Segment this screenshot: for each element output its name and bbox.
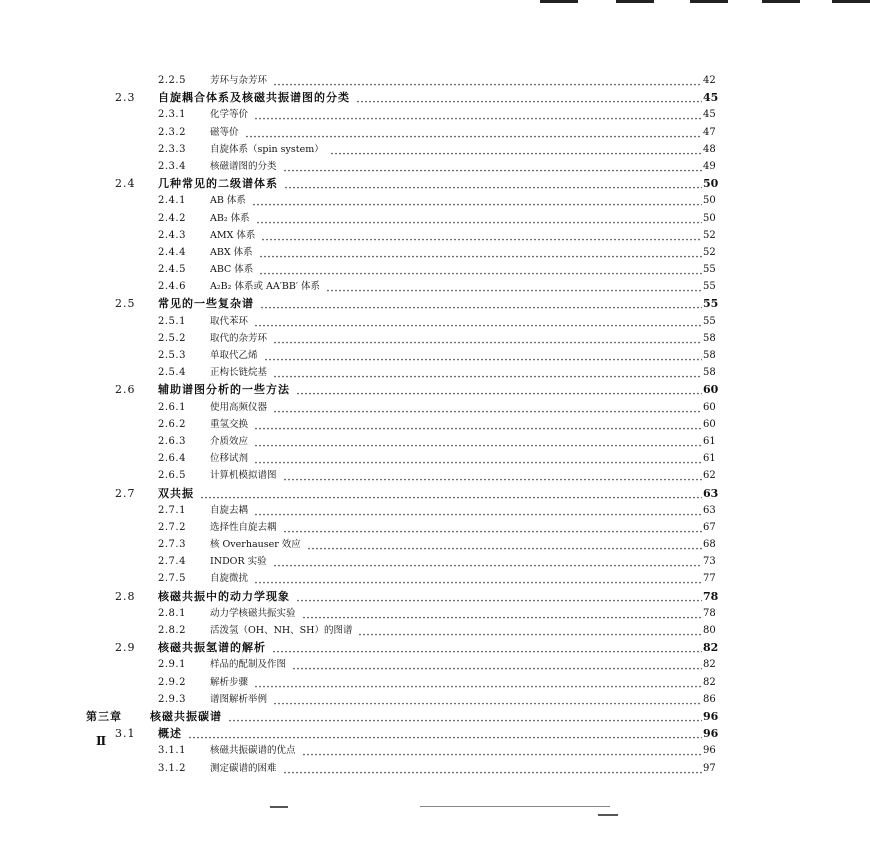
toc-entry-number: 2.5.1	[158, 315, 186, 327]
toc-entry-number: 2.8.2	[158, 625, 186, 636]
toc-subsection-entry	[0, 519, 870, 536]
toc-entry-number: 2.7.2	[158, 521, 186, 533]
toc-dot-leader	[358, 622, 702, 639]
toc-subsection-entry	[0, 347, 870, 364]
toc-dot-leader	[283, 158, 702, 175]
toc-entry-number: 2.6.5	[158, 470, 186, 482]
toc-subsection-entry	[0, 674, 870, 691]
toc-entry-title: 测定碳谱的困难	[210, 762, 277, 774]
toc-entry-title: 化学等价	[210, 109, 249, 121]
toc-entry-title: 自旋耦合体系及核磁共振谱图的分类	[158, 91, 350, 105]
toc-entry-title: 几种常见的二级谱体系	[158, 177, 278, 191]
toc-dot-leader	[254, 416, 702, 433]
toc-dot-leader	[273, 330, 702, 347]
toc-entry-page: 55	[703, 264, 716, 276]
toc-entry-page: 42	[703, 75, 716, 86]
toc-subsection-entry	[0, 450, 870, 467]
toc-dot-leader	[264, 347, 702, 364]
toc-entry-title: 辅助谱图分析的一些方法	[158, 383, 290, 397]
toc-entry-title: 动力学核磁共振实验	[210, 607, 296, 619]
toc-subsection-entry	[0, 330, 870, 347]
toc-entry-page: 63	[703, 504, 716, 516]
toc-entry-number: 2.2.5	[158, 75, 186, 86]
toc-entry-page: 45	[703, 91, 719, 105]
toc-entry-page: 96	[703, 745, 716, 757]
toc-subsection-entry	[0, 622, 870, 639]
toc-entry-number: 2.3.4	[158, 160, 186, 172]
toc-entry-page: 73	[703, 556, 716, 568]
toc-entry-title: AB 体系	[210, 195, 246, 207]
toc-entry-number: 2.4.3	[158, 229, 186, 241]
toc-entry-number: 2.6	[115, 383, 136, 397]
toc-entry-title: 活泼氢（OH、NH、SH）的图谱	[210, 625, 353, 636]
toc-entry-page: 67	[703, 521, 716, 533]
toc-entry-number: 第三章	[86, 709, 122, 723]
toc-entry-page: 96	[703, 727, 719, 741]
scan-mark	[420, 806, 610, 807]
scan-mark	[598, 814, 618, 816]
toc-entry-page: 60	[703, 401, 716, 413]
toc-subsection-entry	[0, 502, 870, 519]
toc-entry-page: 77	[703, 573, 716, 585]
toc-subsection-entry	[0, 210, 870, 227]
toc-section-entry	[0, 588, 870, 605]
toc-dot-leader	[296, 588, 702, 605]
toc-entry-number: 2.7.3	[158, 539, 186, 551]
toc-section-entry	[0, 485, 870, 502]
toc-entry-page: 63	[703, 486, 719, 500]
toc-section-entry	[0, 175, 870, 192]
toc-entry-page: 50	[703, 212, 716, 224]
toc-entry-title: 核磁谱图的分类	[210, 160, 277, 172]
toc-subsection-entry	[0, 124, 870, 141]
toc-entry-title: 芳环与杂芳环	[210, 75, 268, 86]
toc-subsection-entry	[0, 416, 870, 433]
toc-entry-title: 解析步骤	[210, 676, 249, 688]
toc-entry-page: 61	[703, 453, 716, 465]
toc-entry-number: 2.4.4	[158, 246, 186, 258]
toc-section-entry	[0, 725, 870, 742]
toc-dot-leader	[254, 674, 702, 691]
toc-entry-number: 2.6.4	[158, 453, 186, 465]
toc-entry-number: 2.4	[115, 177, 136, 191]
toc-subsection-entry	[0, 399, 870, 416]
toc-dot-leader	[326, 278, 702, 295]
toc-entry-number: 2.4.5	[158, 264, 186, 276]
toc-dot-leader	[259, 244, 702, 261]
toc-entry-number: 2.5.2	[158, 332, 186, 344]
toc-dot-leader	[188, 725, 702, 742]
toc-entry-number: 3.1.2	[158, 762, 186, 774]
scan-mark	[762, 0, 800, 3]
toc-chapter-entry	[0, 708, 870, 725]
toc-entry-title: 核 Overhauser 效应	[210, 539, 301, 551]
toc-subsection-entry	[0, 227, 870, 244]
toc-entry-number: 2.9.3	[158, 693, 186, 705]
toc-entry-page: 82	[703, 676, 716, 688]
toc-dot-leader	[254, 570, 702, 587]
toc-entry-title: 样品的配制及作图	[210, 659, 287, 671]
toc-entry-number: 2.7.1	[158, 504, 186, 516]
toc-section-entry	[0, 639, 870, 656]
toc-entry-title: AMX 体系	[210, 229, 256, 241]
toc-subsection-entry	[0, 536, 870, 553]
table-of-contents	[0, 72, 870, 777]
toc-subsection-entry	[0, 570, 870, 587]
toc-subsection-entry	[0, 106, 870, 123]
toc-dot-leader	[302, 605, 702, 622]
toc-dot-leader	[254, 433, 702, 450]
toc-entry-number: 2.4.2	[158, 212, 186, 224]
toc-dot-leader	[356, 89, 702, 106]
toc-entry-page: 49	[703, 160, 716, 172]
toc-entry-page: 58	[703, 332, 716, 344]
toc-entry-number: 2.4.1	[158, 195, 186, 207]
toc-entry-number: 2.5.3	[158, 350, 186, 361]
toc-dot-leader	[254, 502, 702, 519]
toc-entry-page: 55	[703, 297, 719, 311]
toc-entry-title: 磁等价	[210, 126, 239, 138]
toc-entry-title: 正构长链烷基	[210, 367, 268, 379]
toc-dot-leader	[292, 656, 702, 673]
toc-entry-page: 62	[703, 470, 716, 482]
toc-entry-page: 68	[703, 539, 716, 551]
toc-entry-title: 概述	[158, 727, 182, 741]
toc-dot-leader	[256, 210, 702, 227]
toc-subsection-entry	[0, 192, 870, 209]
toc-entry-page: 52	[703, 229, 716, 241]
toc-entry-number: 2.4.6	[158, 281, 186, 293]
toc-entry-title: 核磁共振碳谱	[150, 709, 222, 723]
toc-entry-title: 核磁共振中的动力学现象	[158, 589, 290, 603]
toc-entry-title: 常见的一些复杂谱	[158, 297, 254, 311]
toc-entry-page: 58	[703, 367, 716, 379]
toc-entry-title: AB₂ 体系	[210, 212, 250, 224]
toc-subsection-entry	[0, 553, 870, 570]
toc-entry-page: 78	[703, 589, 719, 603]
toc-dot-leader	[259, 261, 702, 278]
toc-entry-title: ABC 体系	[210, 264, 254, 276]
toc-dot-leader	[254, 313, 702, 330]
toc-entry-page: 97	[703, 762, 716, 774]
toc-entry-page: 50	[703, 177, 719, 191]
toc-entry-number: 2.6.3	[158, 435, 186, 447]
toc-entry-title: A₂B₂ 体系或 AA′BB′ 体系	[210, 281, 321, 293]
toc-entry-title: 核磁共振碳谱的优点	[210, 745, 296, 757]
toc-dot-leader	[296, 381, 702, 398]
toc-entry-page: 82	[703, 659, 716, 671]
toc-entry-number: 2.8.1	[158, 607, 186, 619]
toc-dot-leader	[302, 742, 702, 759]
toc-entry-number: 3.1	[115, 727, 136, 741]
toc-entry-title: 位移试剂	[210, 453, 249, 465]
toc-dot-leader	[283, 519, 702, 536]
toc-section-entry	[0, 89, 870, 106]
toc-section-entry	[0, 295, 870, 312]
toc-entry-number: 2.6.2	[158, 418, 186, 430]
toc-entry-page: 96	[703, 709, 719, 723]
toc-entry-number: 2.6.1	[158, 401, 186, 413]
toc-dot-leader	[283, 467, 702, 484]
toc-dot-leader	[245, 124, 702, 141]
toc-entry-number: 2.9.2	[158, 676, 186, 688]
scan-mark	[832, 0, 870, 3]
toc-entry-number: 2.5	[115, 297, 136, 311]
scan-mark	[540, 0, 578, 3]
toc-dot-leader	[307, 536, 702, 553]
toc-entry-page: 45	[703, 109, 716, 121]
toc-dot-leader	[254, 106, 702, 123]
toc-entry-title: 谱图解析举例	[210, 693, 268, 705]
toc-entry-title: 自旋去耦	[210, 504, 249, 516]
toc-dot-leader	[273, 72, 702, 89]
toc-dot-leader	[284, 175, 702, 192]
toc-entry-page: 58	[703, 350, 716, 361]
toc-entry-page: 55	[703, 281, 716, 293]
toc-dot-leader	[252, 192, 702, 209]
toc-dot-leader	[261, 227, 702, 244]
toc-subsection-entry	[0, 605, 870, 622]
toc-entry-title: 计算机模拟谱图	[210, 470, 277, 482]
toc-entry-title: 单取代乙烯	[210, 350, 258, 361]
toc-entry-title: ABX 体系	[210, 246, 253, 258]
toc-entry-title: 自旋体系（spin system）	[210, 143, 324, 155]
toc-subsection-entry	[0, 760, 870, 777]
toc-dot-leader	[283, 760, 702, 777]
toc-subsection-entry	[0, 72, 870, 89]
toc-entry-page: 82	[703, 641, 719, 655]
toc-subsection-entry	[0, 158, 870, 175]
toc-dot-leader	[330, 141, 702, 158]
toc-entry-title: 取代苯环	[210, 315, 249, 327]
toc-entry-title: 双共振	[158, 486, 194, 500]
toc-dot-leader	[273, 691, 702, 708]
toc-entry-title: 介质效应	[210, 435, 249, 447]
toc-entry-title: 自旋微扰	[210, 573, 249, 585]
toc-entry-page: 55	[703, 315, 716, 327]
toc-dot-leader	[273, 399, 702, 416]
toc-dot-leader	[273, 364, 702, 381]
toc-subsection-entry	[0, 656, 870, 673]
toc-subsection-entry	[0, 364, 870, 381]
toc-entry-page: 60	[703, 418, 716, 430]
scan-mark	[616, 0, 654, 3]
toc-entry-number: 2.9	[115, 641, 136, 655]
toc-entry-page: 80	[703, 625, 716, 636]
toc-entry-title: 核磁共振氢谱的解析	[158, 641, 266, 655]
toc-entry-title: INDOR 实验	[210, 556, 267, 568]
toc-entry-number: 2.3.2	[158, 126, 186, 138]
toc-subsection-entry	[0, 691, 870, 708]
toc-entry-number: 2.3.1	[158, 109, 186, 121]
toc-entry-number: 2.7.4	[158, 556, 186, 568]
toc-entry-number: 2.9.1	[158, 659, 186, 671]
page-number: Ⅱ	[96, 734, 107, 748]
toc-subsection-entry	[0, 433, 870, 450]
toc-entry-number: 2.7	[115, 486, 136, 500]
toc-subsection-entry	[0, 467, 870, 484]
toc-dot-leader	[260, 295, 702, 312]
toc-entry-number: 2.5.4	[158, 367, 186, 379]
toc-subsection-entry	[0, 278, 870, 295]
toc-dot-leader	[272, 639, 702, 656]
toc-entry-page: 61	[703, 435, 716, 447]
toc-dot-leader	[228, 708, 702, 725]
scan-mark	[690, 0, 728, 3]
toc-entry-number: 2.7.5	[158, 573, 186, 585]
toc-entry-page: 78	[703, 607, 716, 619]
toc-entry-number: 2.3	[115, 91, 136, 105]
toc-entry-title: 取代的杂芳环	[210, 332, 268, 344]
toc-entry-title: 使用高频仪器	[210, 401, 268, 413]
toc-dot-leader	[254, 450, 702, 467]
toc-subsection-entry	[0, 244, 870, 261]
toc-entry-page: 48	[703, 143, 716, 155]
toc-dot-leader	[200, 485, 702, 502]
toc-entry-page: 60	[703, 383, 719, 397]
toc-dot-leader	[273, 553, 702, 570]
toc-entry-title: 选择性自旋去耦	[210, 521, 277, 533]
toc-entry-page: 47	[703, 126, 716, 138]
toc-subsection-entry	[0, 742, 870, 759]
toc-entry-number: 2.3.3	[158, 143, 186, 155]
toc-subsection-entry	[0, 313, 870, 330]
toc-section-entry	[0, 381, 870, 398]
toc-entry-page: 50	[703, 195, 716, 207]
scan-mark	[270, 806, 288, 808]
toc-subsection-entry	[0, 261, 870, 278]
toc-entry-number: 3.1.1	[158, 745, 186, 757]
toc-entry-page: 52	[703, 246, 716, 258]
toc-entry-page: 86	[703, 693, 716, 705]
toc-subsection-entry	[0, 141, 870, 158]
toc-entry-number: 2.8	[115, 589, 136, 603]
toc-entry-title: 重氢交换	[210, 418, 249, 430]
